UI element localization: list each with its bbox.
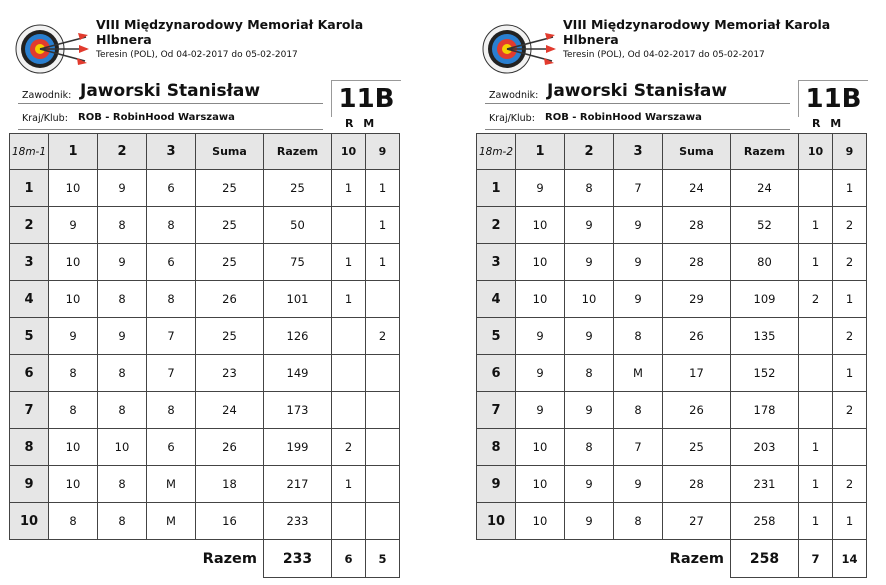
end-sum: 28 (663, 207, 731, 244)
end-number: 5 (10, 318, 49, 355)
count-9: 2 (366, 318, 400, 355)
count-10 (799, 318, 833, 355)
running-total: 203 (731, 429, 799, 466)
arrow-1: 10 (516, 244, 565, 281)
count-10: 1 (332, 170, 366, 207)
table-row (10, 503, 400, 540)
col-header-total: Razem (264, 134, 332, 170)
count-9: 2 (833, 392, 867, 429)
running-total: 233 (264, 503, 332, 540)
arrow-2: 9 (98, 318, 147, 355)
count-9: 1 (833, 170, 867, 207)
athlete-label: Zawodnik: (22, 90, 72, 101)
event-subtitle: Teresin (POL), Od 04-02-2017 do 05-02-2017 (563, 50, 765, 60)
arrow-1: 10 (516, 503, 565, 540)
end-number: 1 (10, 170, 49, 207)
end-number: 6 (477, 355, 516, 392)
total-label: Razem (669, 550, 724, 567)
end-sum: 26 (196, 281, 264, 318)
end-number: 2 (477, 207, 516, 244)
end-sum: 24 (196, 392, 264, 429)
count-9: 2 (833, 207, 867, 244)
arrow-2: 9 (565, 244, 614, 281)
end-sum: 18 (196, 466, 264, 503)
club-name: ROB - RobinHood Warszawa (545, 112, 702, 123)
divider (485, 129, 790, 130)
count-10: 1 (799, 466, 833, 503)
col-header-10: 10 (332, 134, 366, 170)
arrow-1: 8 (49, 503, 98, 540)
count-9 (366, 429, 400, 466)
table-row (477, 281, 867, 318)
count-10: 1 (799, 429, 833, 466)
table-header (477, 134, 867, 170)
arrow-2: 9 (565, 207, 614, 244)
col-header-sum: Suma (663, 134, 731, 170)
end-number: 7 (10, 392, 49, 429)
count-10: 2 (332, 429, 366, 466)
count-9: 2 (833, 318, 867, 355)
table-row (477, 466, 867, 503)
total-row (10, 540, 400, 578)
running-total: 173 (264, 392, 332, 429)
table-row (477, 207, 867, 244)
table-row (477, 429, 867, 466)
end-sum: 28 (663, 244, 731, 281)
arrow-2: 10 (98, 429, 147, 466)
total-score: 233 (264, 540, 332, 578)
col-header-3: 3 (614, 134, 663, 170)
event-title-line2: Hlbnera (96, 32, 152, 47)
col-header-2: 2 (98, 134, 147, 170)
arrow-3: 8 (614, 318, 663, 355)
arrow-2: 8 (98, 503, 147, 540)
arrow-2: 8 (98, 281, 147, 318)
arrow-3: 7 (614, 429, 663, 466)
arrow-1: 8 (49, 392, 98, 429)
table-row (10, 281, 400, 318)
scorecard-2 (467, 0, 867, 585)
count-9 (366, 281, 400, 318)
athlete-name: Jaworski Stanisław (547, 81, 728, 101)
scorecard-1 (0, 0, 400, 585)
arrow-2: 9 (565, 466, 614, 503)
table-row (10, 318, 400, 355)
count-10 (332, 355, 366, 392)
end-number: 7 (477, 392, 516, 429)
running-total: 178 (731, 392, 799, 429)
table-row (10, 392, 400, 429)
count-10 (332, 503, 366, 540)
athlete-name: Jaworski Stanisław (80, 81, 261, 101)
arrow-2: 8 (98, 207, 147, 244)
table-row (477, 170, 867, 207)
running-total: 199 (264, 429, 332, 466)
total-9s: 14 (833, 540, 867, 578)
arrow-1: 9 (516, 392, 565, 429)
arrow-3: 8 (614, 503, 663, 540)
event-title-line1: VIII Międzynarodowy Memoriał Karola (563, 17, 831, 32)
club-label: Kraj/Klub: (489, 113, 535, 124)
running-total: 231 (731, 466, 799, 503)
event-title (96, 17, 386, 47)
arrow-1: 10 (516, 281, 565, 318)
rm-label: R M (812, 117, 845, 130)
end-sum: 25 (196, 318, 264, 355)
count-9: 1 (366, 170, 400, 207)
table-row (477, 355, 867, 392)
total-9s: 5 (366, 540, 400, 578)
arrow-3: 7 (147, 318, 196, 355)
end-number: 10 (10, 503, 49, 540)
running-total: 101 (264, 281, 332, 318)
table-row (10, 429, 400, 466)
col-header-3: 3 (147, 134, 196, 170)
end-sum: 29 (663, 281, 731, 318)
end-number: 3 (477, 244, 516, 281)
col-header-total: Razem (731, 134, 799, 170)
total-10s: 6 (332, 540, 366, 578)
end-sum: 25 (663, 429, 731, 466)
count-10: 1 (332, 244, 366, 281)
arrow-2: 9 (98, 170, 147, 207)
total-10s: 7 (799, 540, 833, 578)
arrow-1: 10 (516, 207, 565, 244)
end-sum: 17 (663, 355, 731, 392)
arrow-3: 9 (614, 207, 663, 244)
table-row (10, 466, 400, 503)
arrow-2: 8 (565, 429, 614, 466)
arrow-1: 9 (516, 355, 565, 392)
total-label: Razem (202, 550, 257, 567)
event-title-line1: VIII Międzynarodowy Memoriał Karola (96, 17, 364, 32)
arrow-2: 8 (98, 392, 147, 429)
running-total: 217 (264, 466, 332, 503)
arrow-1: 10 (516, 466, 565, 503)
arrow-3: M (147, 466, 196, 503)
running-total: 258 (731, 503, 799, 540)
arrow-1: 10 (49, 170, 98, 207)
table-row (477, 244, 867, 281)
club-label: Kraj/Klub: (22, 113, 68, 124)
count-9 (833, 429, 867, 466)
arrow-2: 8 (565, 355, 614, 392)
arrow-1: 10 (49, 244, 98, 281)
table-row (477, 318, 867, 355)
count-10: 1 (332, 466, 366, 503)
archery-target-logo-icon (14, 23, 90, 75)
end-number: 2 (10, 207, 49, 244)
arrow-3: 9 (614, 244, 663, 281)
arrow-3: 6 (147, 429, 196, 466)
table-row (10, 170, 400, 207)
table-header (10, 134, 400, 170)
divider (18, 129, 323, 130)
arrow-3: 6 (147, 244, 196, 281)
end-sum: 28 (663, 466, 731, 503)
table-row (477, 392, 867, 429)
arrow-1: 8 (49, 355, 98, 392)
spacer (10, 540, 147, 578)
arrow-1: 9 (49, 207, 98, 244)
end-number: 10 (477, 503, 516, 540)
count-9 (366, 355, 400, 392)
table-row (10, 244, 400, 281)
arrow-3: 9 (614, 281, 663, 318)
end-number: 4 (477, 281, 516, 318)
event-subtitle: Teresin (POL), Od 04-02-2017 do 05-02-2017 (96, 50, 298, 60)
running-total: 135 (731, 318, 799, 355)
count-10 (332, 392, 366, 429)
arrow-2: 9 (565, 318, 614, 355)
count-9: 1 (833, 355, 867, 392)
arrow-3: 8 (147, 281, 196, 318)
distance-label: 18m-2 (477, 134, 516, 170)
arrow-2: 9 (565, 392, 614, 429)
table-row (477, 503, 867, 540)
count-10: 2 (799, 281, 833, 318)
count-10 (799, 392, 833, 429)
arrow-1: 10 (516, 429, 565, 466)
col-header-10: 10 (799, 134, 833, 170)
score-table (9, 133, 400, 578)
end-number: 5 (477, 318, 516, 355)
divider (485, 103, 790, 104)
count-9: 2 (833, 466, 867, 503)
end-sum: 16 (196, 503, 264, 540)
score-table (476, 133, 867, 578)
end-sum: 26 (663, 318, 731, 355)
count-10: 1 (799, 503, 833, 540)
arrow-3: 8 (614, 392, 663, 429)
end-number: 4 (10, 281, 49, 318)
running-total: 126 (264, 318, 332, 355)
count-9: 1 (833, 281, 867, 318)
arrow-3: 7 (614, 170, 663, 207)
distance-label: 18m-1 (10, 134, 49, 170)
col-header-sum: Suma (196, 134, 264, 170)
arrow-1: 9 (516, 318, 565, 355)
archery-target-logo-icon (481, 23, 557, 75)
running-total: 52 (731, 207, 799, 244)
end-sum: 25 (196, 207, 264, 244)
running-total: 152 (731, 355, 799, 392)
arrow-3: M (614, 355, 663, 392)
arrow-3: 8 (147, 392, 196, 429)
arrow-3: 6 (147, 170, 196, 207)
count-10 (332, 318, 366, 355)
count-10: 1 (799, 207, 833, 244)
count-9: 2 (833, 244, 867, 281)
count-10: 1 (799, 244, 833, 281)
count-9: 1 (366, 207, 400, 244)
end-sum: 25 (196, 170, 264, 207)
count-9 (366, 466, 400, 503)
running-total: 80 (731, 244, 799, 281)
table-row (10, 207, 400, 244)
arrow-3: 9 (614, 466, 663, 503)
end-number: 8 (10, 429, 49, 466)
running-total: 149 (264, 355, 332, 392)
athlete-label: Zawodnik: (489, 90, 539, 101)
arrow-1: 10 (49, 281, 98, 318)
end-number: 1 (477, 170, 516, 207)
arrow-1: 10 (49, 466, 98, 503)
arrow-1: 9 (49, 318, 98, 355)
running-total: 50 (264, 207, 332, 244)
total-row (477, 540, 867, 578)
arrow-3: 8 (147, 207, 196, 244)
arrow-2: 8 (98, 466, 147, 503)
arrow-1: 9 (516, 170, 565, 207)
divider (18, 103, 323, 104)
count-9 (366, 392, 400, 429)
event-title-line2: Hlbnera (563, 32, 619, 47)
end-sum: 23 (196, 355, 264, 392)
running-total: 25 (264, 170, 332, 207)
arrow-1: 10 (49, 429, 98, 466)
count-9: 1 (833, 503, 867, 540)
rm-label: R M (345, 117, 378, 130)
end-number: 9 (477, 466, 516, 503)
spacer (477, 540, 614, 578)
running-total: 75 (264, 244, 332, 281)
count-10: 1 (332, 281, 366, 318)
arrow-2: 10 (565, 281, 614, 318)
col-header-9: 9 (366, 134, 400, 170)
col-header-1: 1 (49, 134, 98, 170)
end-sum: 27 (663, 503, 731, 540)
club-name: ROB - RobinHood Warszawa (78, 112, 235, 123)
end-sum: 25 (196, 244, 264, 281)
target-number: 11B (798, 80, 868, 117)
end-number: 9 (10, 466, 49, 503)
end-sum: 26 (663, 392, 731, 429)
end-sum: 26 (196, 429, 264, 466)
end-number: 6 (10, 355, 49, 392)
running-total: 109 (731, 281, 799, 318)
arrow-2: 9 (565, 503, 614, 540)
arrow-3: M (147, 503, 196, 540)
end-number: 8 (477, 429, 516, 466)
target-number: 11B (331, 80, 401, 117)
event-title (563, 17, 853, 47)
arrow-2: 8 (565, 170, 614, 207)
arrow-2: 9 (98, 244, 147, 281)
arrow-3: 7 (147, 355, 196, 392)
end-number: 3 (10, 244, 49, 281)
col-header-2: 2 (565, 134, 614, 170)
count-10 (799, 355, 833, 392)
count-9 (366, 503, 400, 540)
running-total: 24 (731, 170, 799, 207)
count-9: 1 (366, 244, 400, 281)
arrow-2: 8 (98, 355, 147, 392)
table-row (10, 355, 400, 392)
count-10 (799, 170, 833, 207)
total-score: 258 (731, 540, 799, 578)
col-header-9: 9 (833, 134, 867, 170)
count-10 (332, 207, 366, 244)
col-header-1: 1 (516, 134, 565, 170)
end-sum: 24 (663, 170, 731, 207)
